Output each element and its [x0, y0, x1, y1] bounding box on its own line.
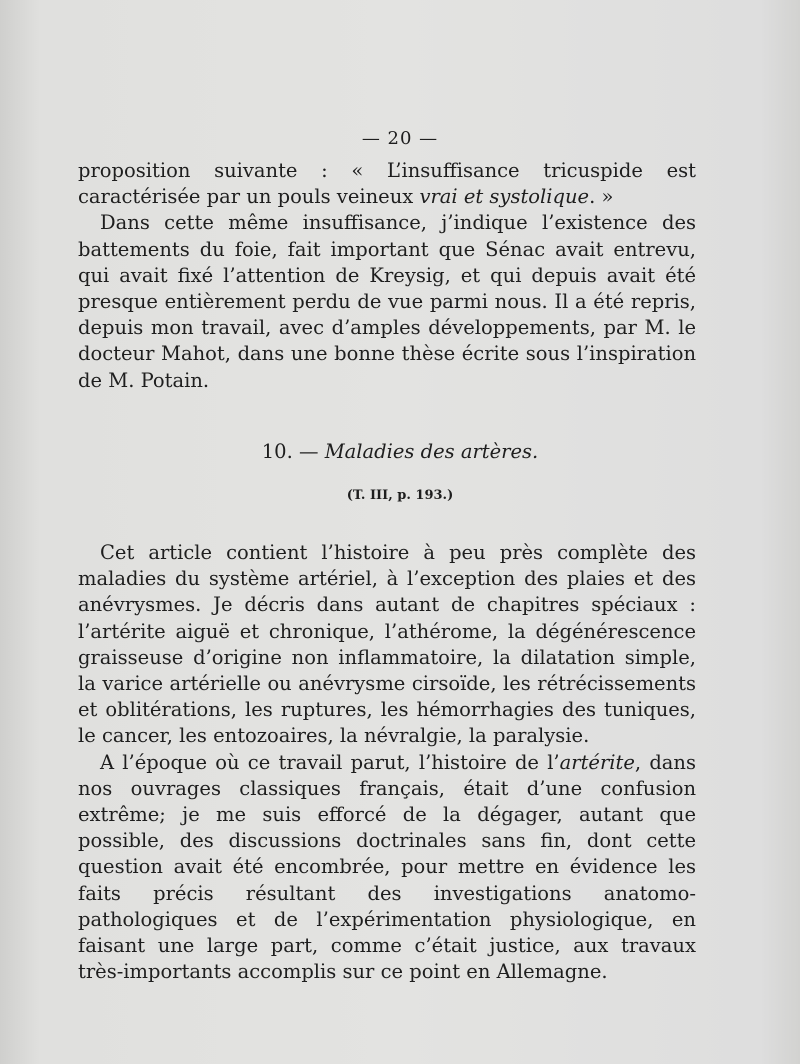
paragraph-maladies-systeme-arteriel: Cet article contient l’histoire à peu près complète des maladies du système artériel, à l’exception des plaies et des anévrysmes. Je décris dans autant de chapitres spéciaux : l’artérite aiguë et chronique, l’athérome, la dégénérescence graisseuse d’origine non inflammatoire, la dilatation simple, la varice artérielle ou anévrysme cirsoïde, les rétrécissements et oblitérations, les ruptures, les hémorrhagies des tuniques, le cancer, les entozoaires, la névralgie, la paralysie.	[78, 541, 696, 748]
paragraph-arterite-start: A l’époque où ce travail parut, l’histoire de l’	[100, 750, 560, 774]
section-number: 10. —	[261, 440, 319, 463]
page-number: — 20 —	[361, 128, 439, 149]
paragraph-arterite-rest: , dans nos ouvrages classiques français, était d’une confusion extrême; je me suis efforcé de la dégager, autant que possible, des discussions doctrinales sans fin, dont cette question avait été encombrée, pour mettre en évidence les faits précis résultant des investigations anatomo-pathologiques et de l’expérimentation physiologique, en faisant une large part, comme c’était justice, aux travaux très-importants accomplis sur ce point en Allemagne.	[78, 750, 696, 984]
paragraph-continuation	[78, 158, 696, 210]
paragraph-arterite	[78, 750, 696, 986]
paragraph-battements-du-foie: Dans cette même insuffisance, j’indique l’existence des battements du foie, fait important que Sénac avait entrevu, qui avait fixé l’attention de Kreysig, et qui depuis avait été presque entièrement perdu de vue parmi nous. Il a été repris, depuis mon travail, avec d’amples développements, par M. le docteur Mahot, dans une bonne thèse écrite sous l’inspiration de M. Potain.	[78, 211, 696, 392]
section-reference: (T. III, p. 193.)	[346, 488, 454, 503]
paragraph-continuation-text: proposition suivante : « L’insuffisance tricuspide est caractérisée par un pouls veineux	[78, 159, 696, 209]
section-title: Maladies des artères.	[324, 440, 539, 463]
section-heading	[0, 440, 800, 463]
text-block-top	[78, 158, 696, 394]
paragraph-continuation-italic: vrai et systolique	[419, 185, 590, 209]
paragraph-arterite-italic: artérite	[559, 750, 635, 774]
paragraph-continuation-end: . »	[589, 185, 614, 209]
text-block-bottom	[78, 540, 696, 985]
